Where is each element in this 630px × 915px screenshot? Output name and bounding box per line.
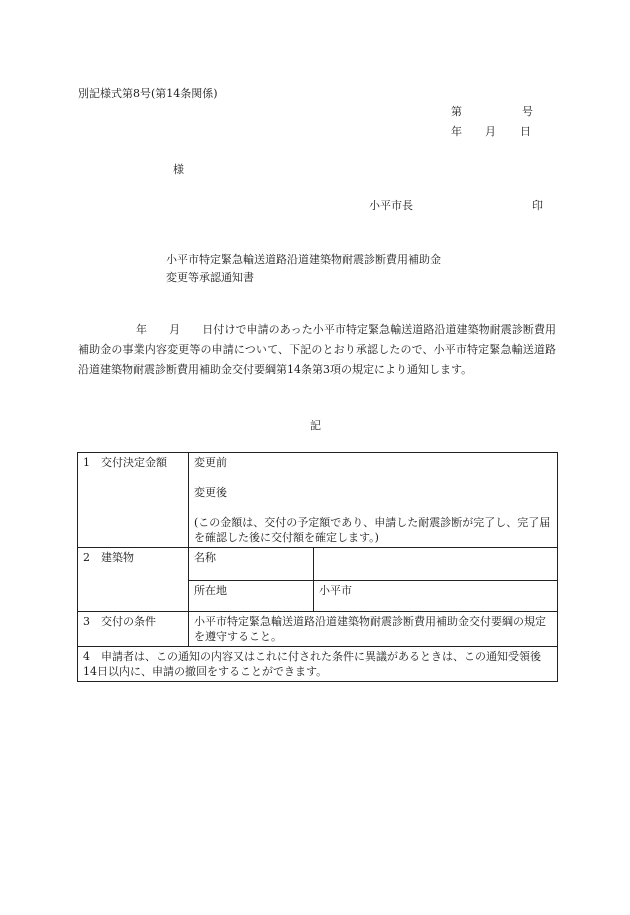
date-month: 月 [485,125,496,138]
body-line1-rest: 日付けで申請のあった小平市特定緊急輸送道路沿道建築物耐震診 [202,323,523,336]
body-paragraph [78,320,556,380]
issuer-seal: 印 [532,199,543,212]
ki-heading: 記 [310,419,321,432]
date-day: 日 [520,125,531,138]
document-title-line2: 変更等承認通知書 [166,271,254,284]
form-id: 別記様式第8号(第14条関係) [78,87,218,100]
body-month: 月 [169,323,181,336]
addressee-honorific: 様 [173,163,184,176]
document-title-line1: 小平市特定緊急輸送道路沿道建築物耐震診断費用補助金 [166,253,441,266]
amount-before-label: 変更前 [194,456,227,469]
body-year: 年 [136,323,148,336]
building-location-value: 小平市 [314,581,558,612]
conditions-value-cell: 小平市特定緊急輸送道路沿道建築物耐震診断費用補助金交付要綱の規定を遵守すること。 [189,612,558,647]
body-rest: 断費用補助金の事業内容変更等の申請について、下記のとおり承認したので、小平市特定緊急輸送道路沿道建築物耐震診断費用補助金交付要綱第14条第3項の規定により通知します。 [78,323,557,376]
building-label-cell: 2 建築物 [78,548,189,612]
building-name-value [314,548,558,581]
number-prefix: 第 [451,105,462,118]
date-year: 年 [451,125,462,138]
amount-label-cell: 1 交付決定金額 [78,453,189,548]
conditions-label-cell: 3 交付の条件 [78,612,189,647]
number-suffix: 号 [522,105,533,118]
issuer-title: 小平市長 [369,199,413,212]
withdrawal-note-cell: 4 申請者は、この通知の内容又はこれに付された条件に異議があるときは、この通知受領後14日以内に、申請の撤回をすることができます。 [78,647,558,682]
building-location-label: 所在地 [189,581,314,612]
amount-after-label: 変更後 [194,486,227,499]
amount-note: (この金額は、交付の予定額であり、申請した耐震診断が完了し、完了届を確認した後に交付額を確定します。) [194,516,551,544]
building-name-label: 名称 [189,548,314,581]
amount-value-cell [189,453,558,548]
details-table [77,452,558,682]
